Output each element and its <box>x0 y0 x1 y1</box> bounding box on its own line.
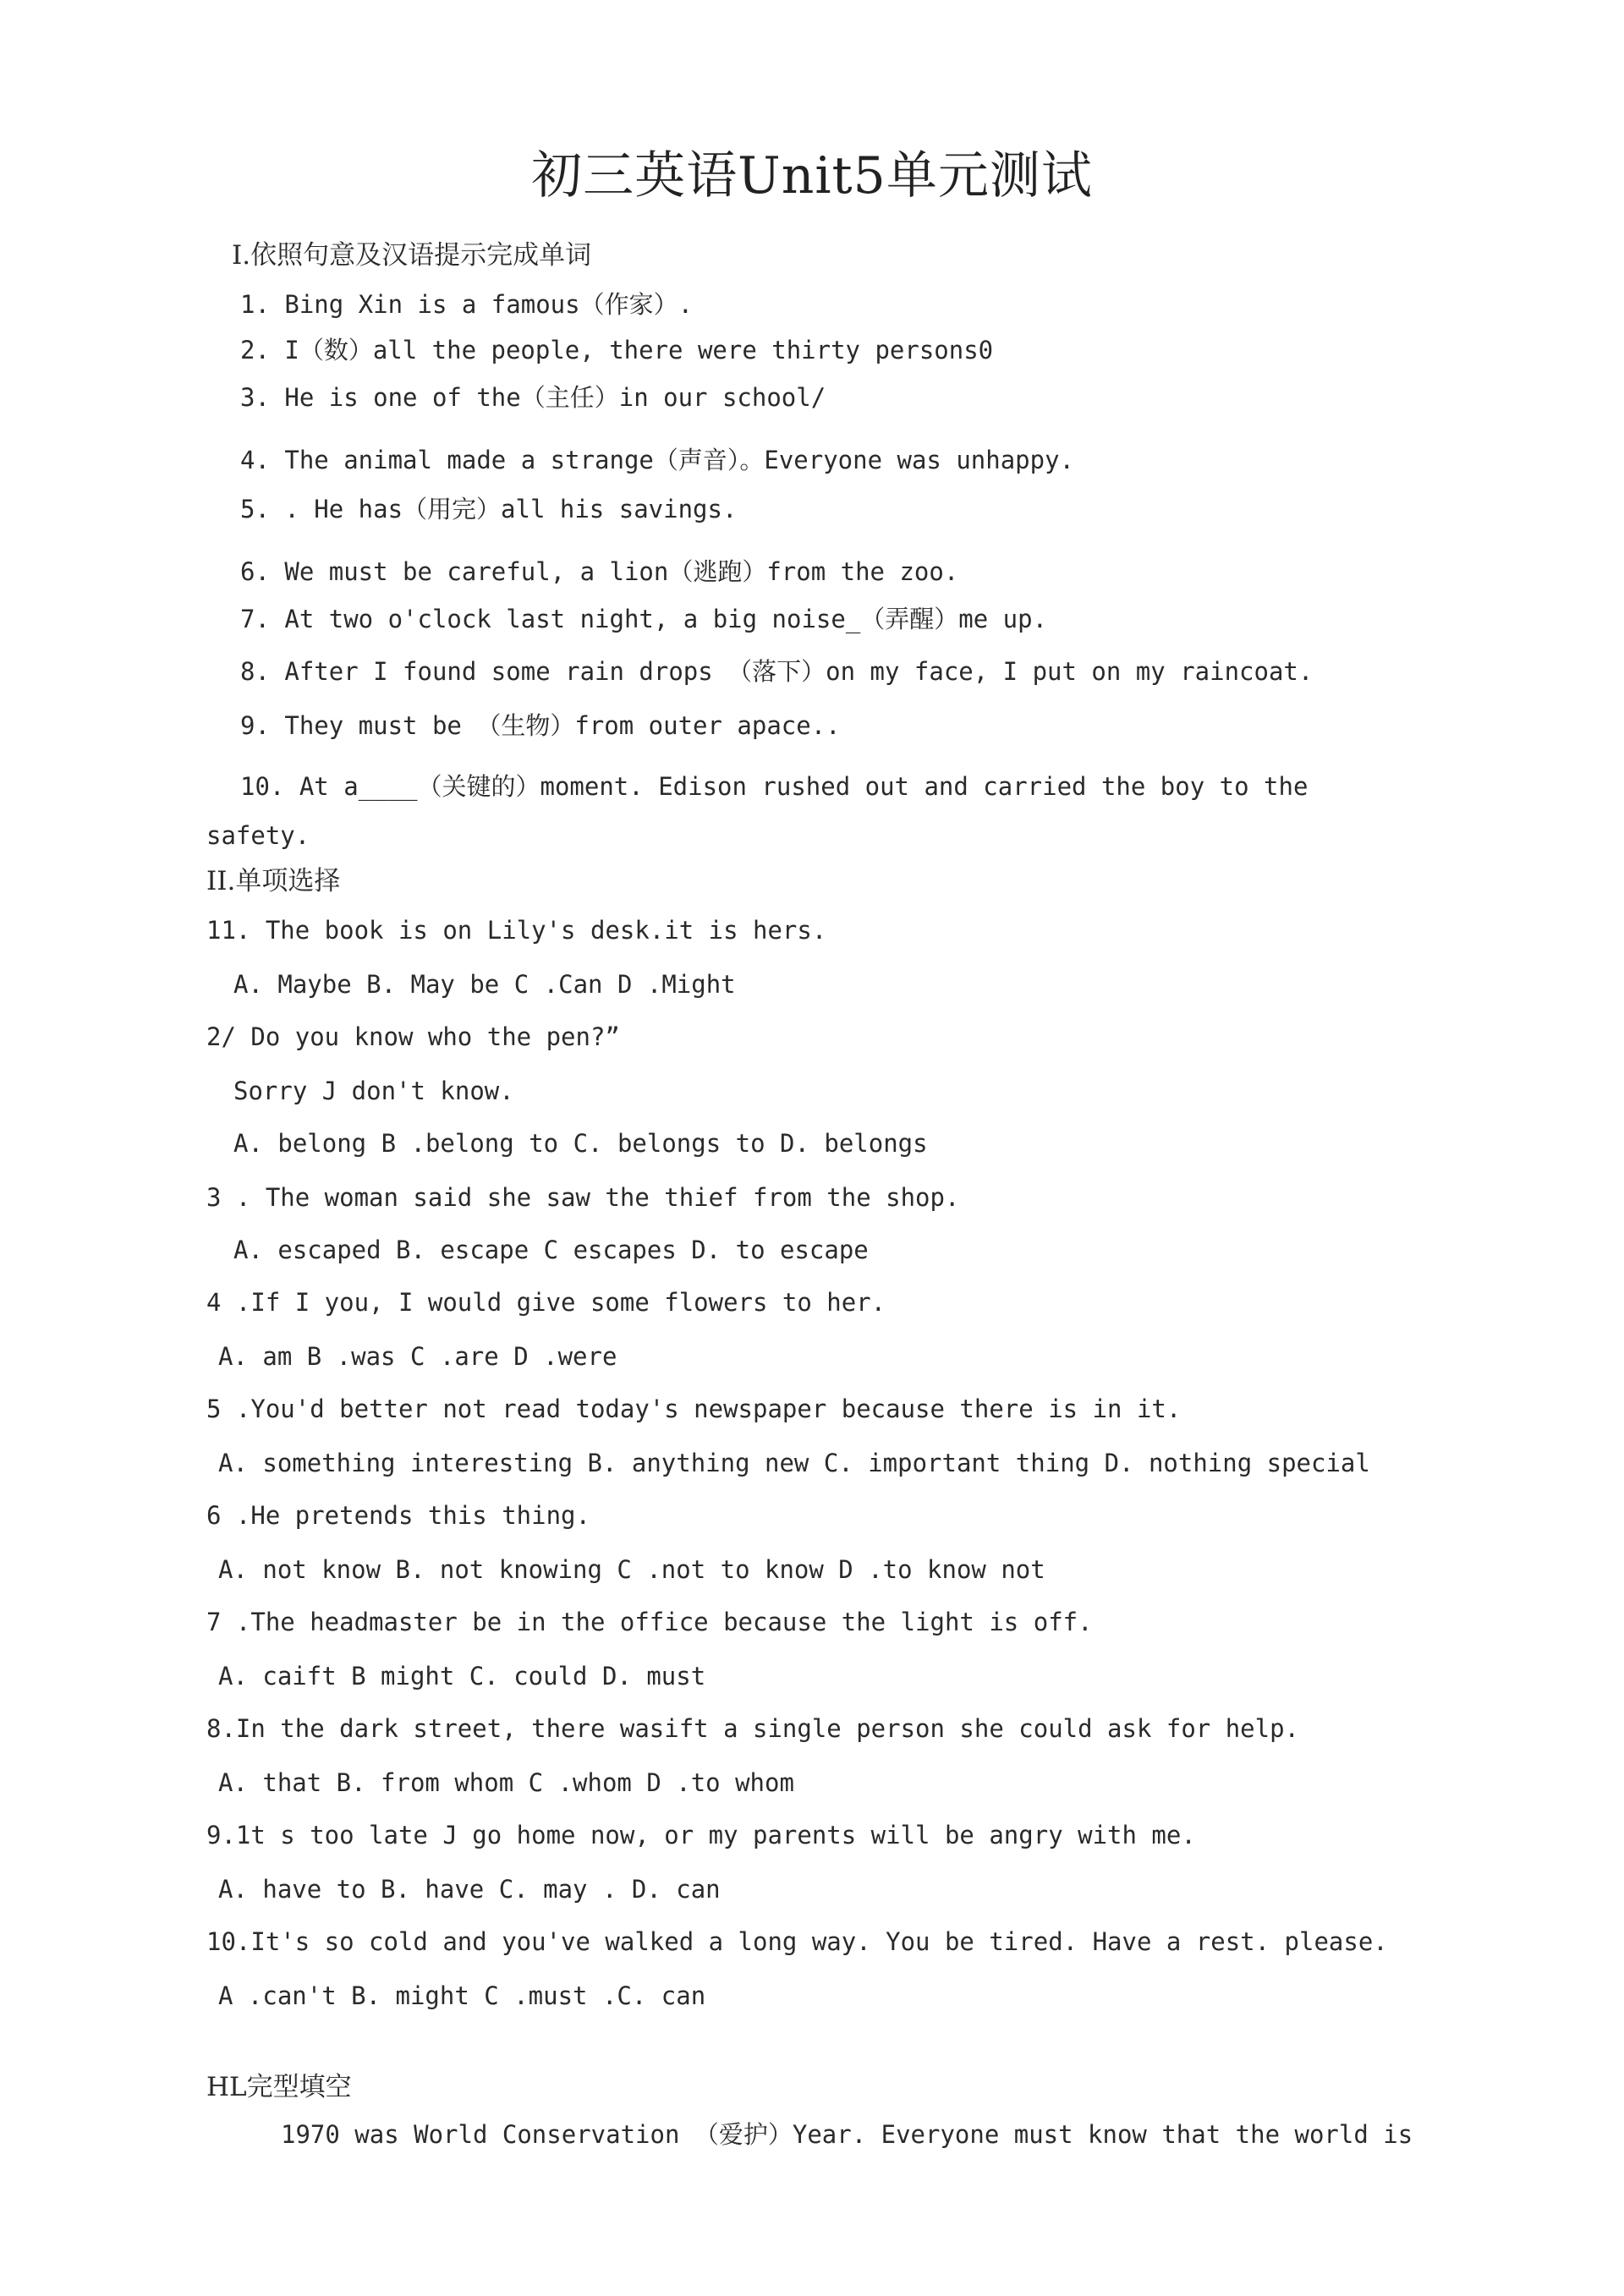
mc-question-6: 6 .He pretends this thing. <box>206 1501 590 1530</box>
mc-options-6: A. not know B. not knowing C .not to know D .to know not <box>218 1555 1045 1584</box>
vocab-question-9: 9. They must be （生物）from outer apace.. <box>240 711 841 740</box>
mc-options-8: A. that B. from whom C .whom D .to whom <box>218 1768 794 1797</box>
vocab-question-6: 6. We must be careful, a lion（逃跑）from the zoo. <box>240 557 959 586</box>
vocab-question-10-continued: safety. <box>206 821 310 850</box>
mc-options-2: A. belong B .belong to C. belongs to D. belongs <box>233 1129 928 1158</box>
mc-question-10: 10.It's so cold and you've walked a long way. You be tired. Have a rest. please. <box>206 1927 1388 1956</box>
mc-question-2-reply: Sorry J don't know. <box>233 1077 514 1105</box>
vocab-question-4: 4. The animal made a strange（声音）。Everyone was unhappy. <box>240 446 1075 474</box>
mc-question-1: 11. The book is on Lily's desk.it is hers. <box>206 916 827 945</box>
vocab-question-1: 1. Bing Xin is a famous（作家）. <box>240 290 694 319</box>
page-title: 初三英语Unit5单元测试 <box>531 146 1093 205</box>
mc-options-7: A. caift B might C. could D. must <box>218 1662 706 1690</box>
mc-options-5: A. something interesting B. anything new C. important thing D. nothing special <box>218 1449 1370 1477</box>
mc-question-7: 7 .The headmaster be in the office because the light is off. <box>206 1608 1093 1636</box>
mc-question-4: 4 .If I you, I would give some flowers to her. <box>206 1288 886 1317</box>
mc-options-9: A. have to B. have C. may . D. can <box>218 1875 721 1904</box>
mc-options-10: A .can't B. might C .must .C. can <box>218 1981 706 2010</box>
mc-question-8: 8.In the dark street, there wasift a single person she could ask for help. <box>206 1714 1300 1743</box>
mc-question-2: 2/ Do you know who the pen?” <box>206 1022 620 1051</box>
vocab-question-5: 5. . He has（用完）all his savings. <box>240 495 738 523</box>
cloze-passage-line-1: 1970 was World Conservation （爱护）Year. Everyone must know that the world is <box>281 2120 1413 2149</box>
section-heading-multiple-choice: II.单项选择 <box>206 866 341 896</box>
mc-question-9: 9.1t s too late J go home now, or my parents will be angry with me. <box>206 1821 1196 1849</box>
mc-options-3: A. escaped B. escape C escapes D. to escape <box>233 1236 869 1264</box>
mc-question-3: 3 . The woman said she saw the thief from the shop. <box>206 1183 960 1212</box>
section-heading-vocabulary: I.依照句意及汉语提示完成单词 <box>232 240 592 271</box>
mc-options-1: A. Maybe B. May be C .Can D .Might <box>233 970 736 999</box>
vocab-question-7: 7. At two o'clock last night, a big noise_（弄醒）me up. <box>240 605 1048 633</box>
mc-options-4: A. am B .was C .are D .were <box>218 1342 617 1371</box>
vocab-question-8: 8. After I found some rain drops （落下）on my face, I put on my raincoat. <box>240 657 1314 686</box>
mc-question-5: 5 .You'd better not read today's newspaper because there is in it. <box>206 1395 1182 1423</box>
section-heading-cloze: HL完型填空 <box>206 2072 352 2102</box>
vocab-question-3: 3. He is one of the（主任）in our school/ <box>240 383 826 412</box>
vocab-question-2: 2. I（数）all the people, there were thirty persons0 <box>240 336 994 364</box>
vocab-question-10: 10. At a____（关键的）moment. Edison rushed out and carried the boy to the <box>240 772 1309 801</box>
